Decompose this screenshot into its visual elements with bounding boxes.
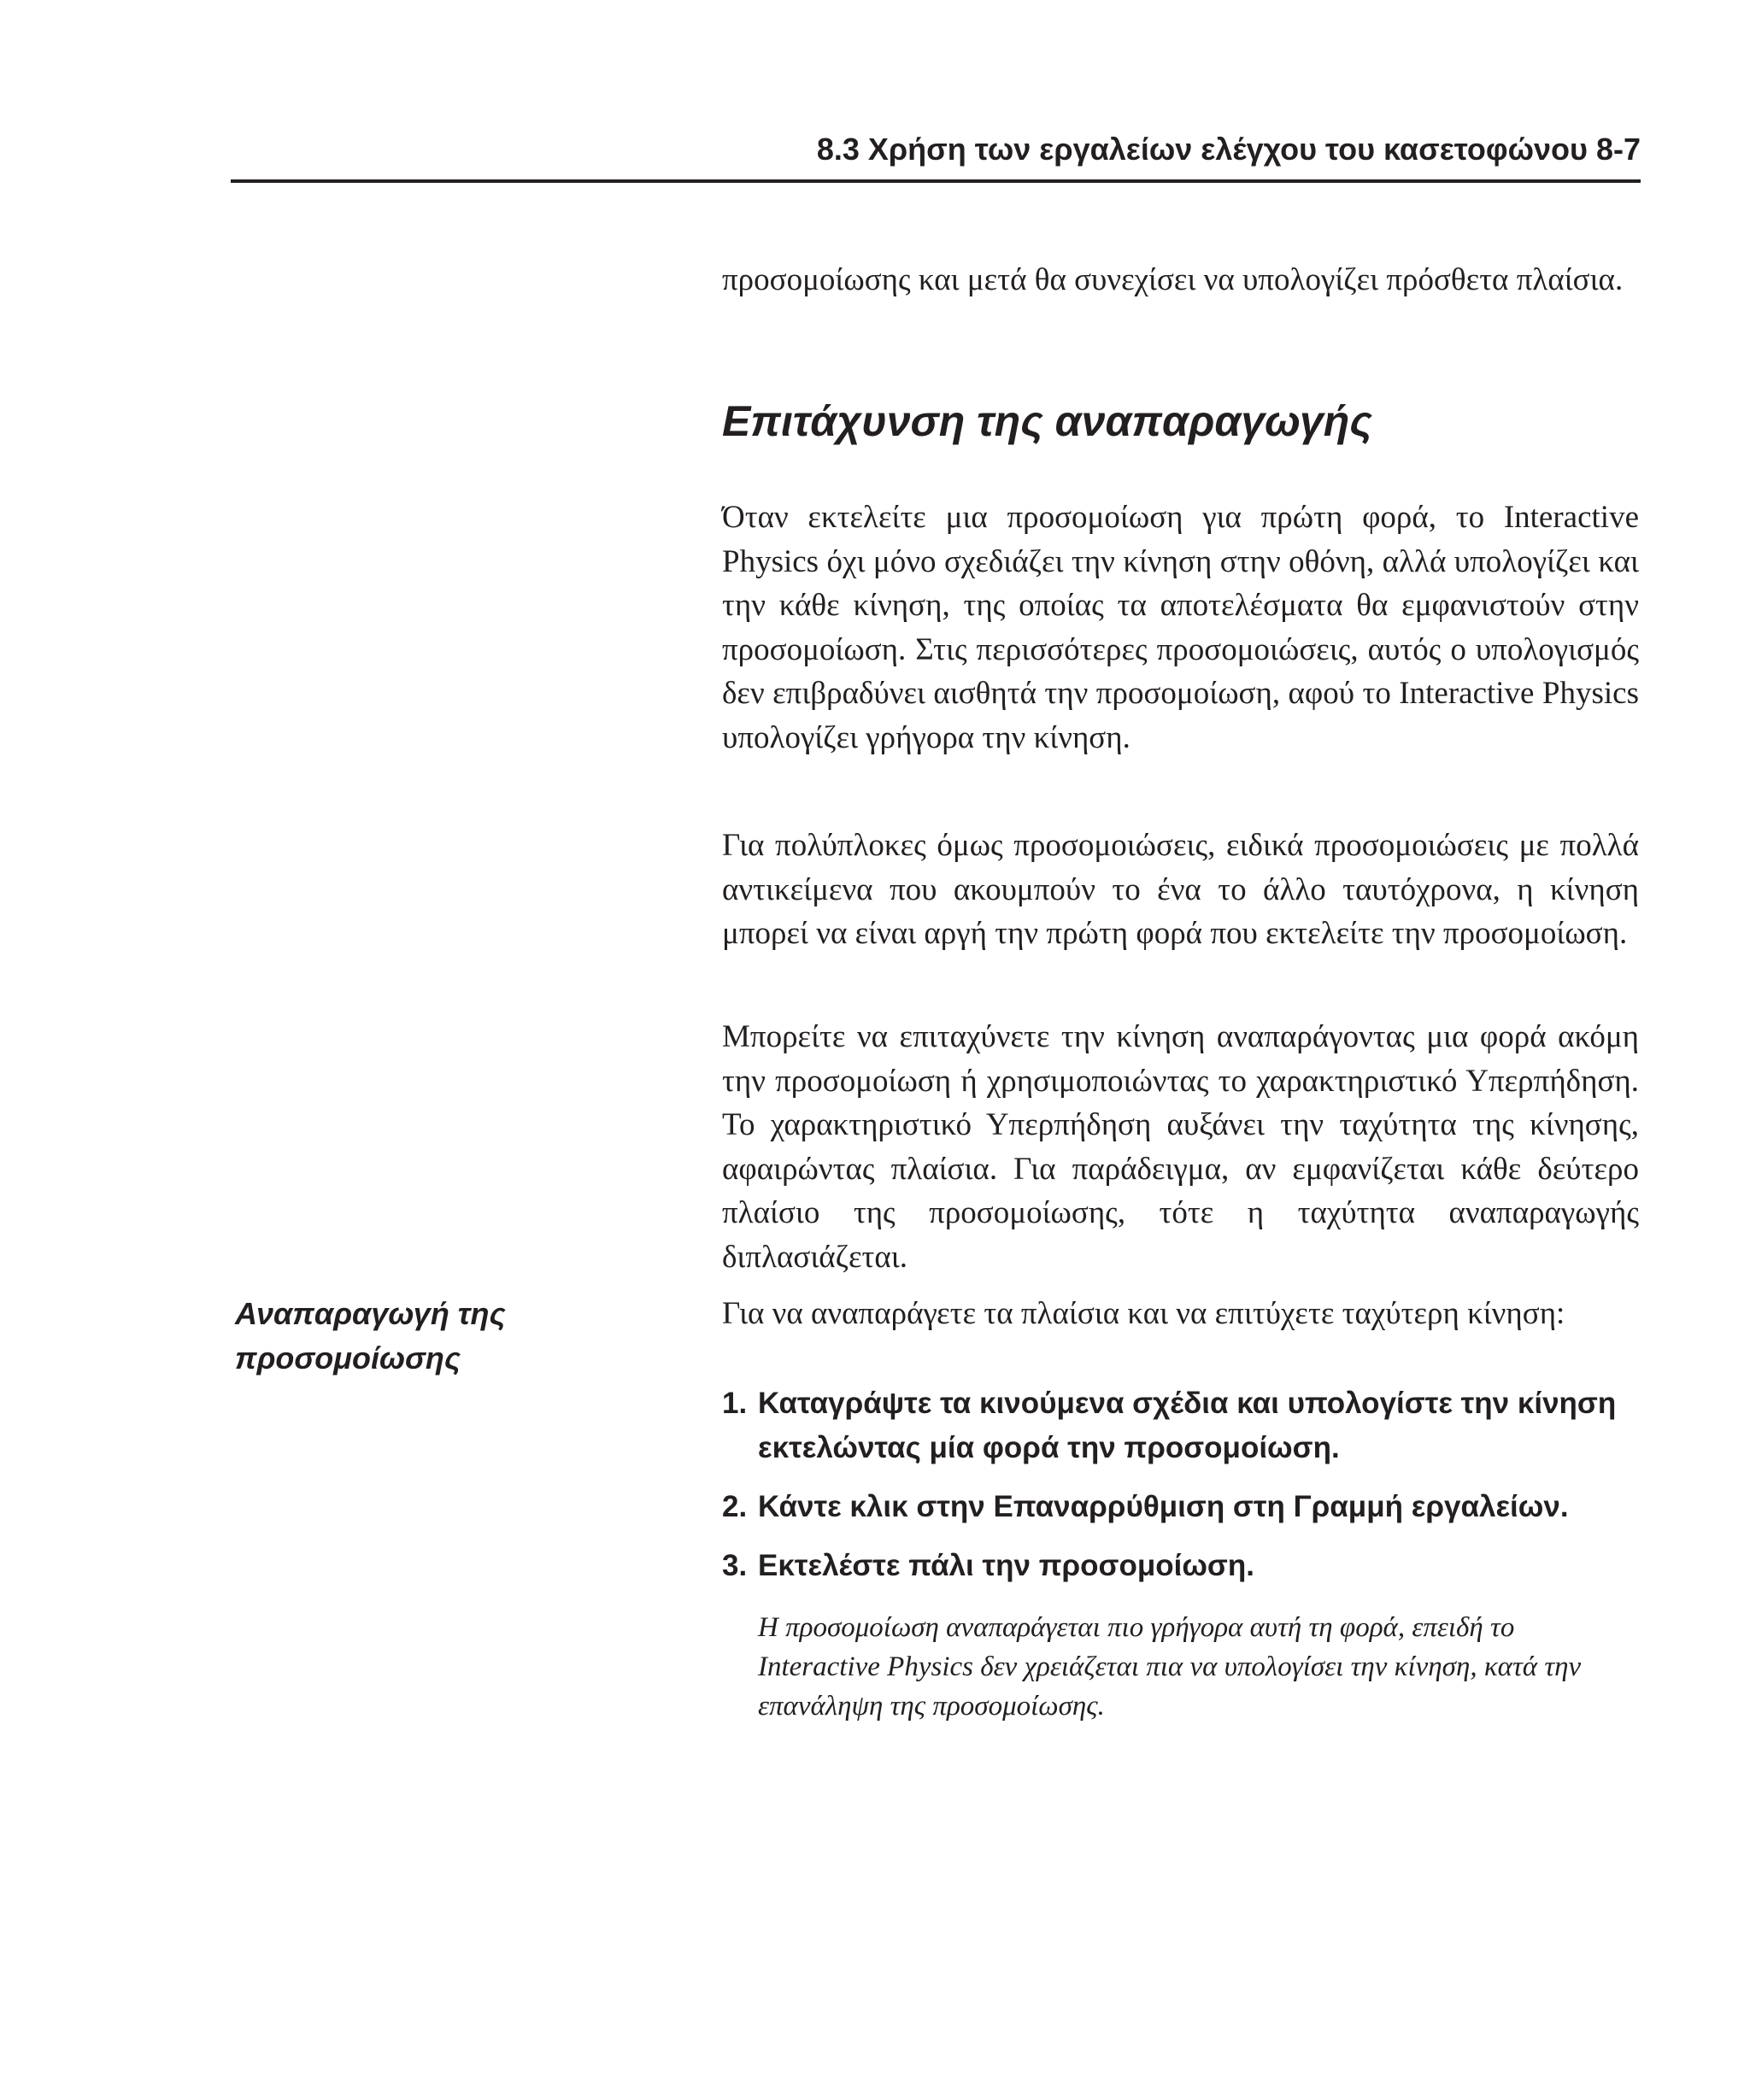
step-item-1 <box>722 1381 1639 1470</box>
step-item-2 <box>722 1485 1639 1529</box>
step-number: 3. <box>722 1549 748 1582</box>
step-item-3 <box>722 1544 1639 1588</box>
header-divider <box>231 179 1641 183</box>
step-number: 2. <box>722 1490 748 1523</box>
intro-paragraph: προσομοίωσης και μετά θα συνεχίσει να υπολογίζει πρόσθετα πλαίσια. <box>722 262 1624 297</box>
section-heading: Επιτάχυνση της αναπαραγωγής <box>722 397 1372 445</box>
body-paragraph-2: Για πολύπλοκες όμως προσομοιώσεις, ειδικά προσομοιώσεις με πολλά αντικείμενα που ακουμπούν το ένα το άλλο ταυτόχρονα, η κίνηση μπορεί να είναι αργή την πρώτη φορά που εκτελείτε την προσομοίωση. <box>722 828 1639 951</box>
steps-list <box>722 1381 1639 1603</box>
step-number: 1. <box>722 1387 748 1420</box>
body-paragraph-4: Για να αναπαράγετε τα πλαίσια και να επιτύχετε ταχύτερη κίνηση: <box>722 1296 1565 1331</box>
step-text: Εκτελέστε πάλι την προσομοίωση. <box>758 1549 1254 1582</box>
step-text: Κάντε κλικ στην Επαναρρύθμιση στη Γραμμή εργαλείων. <box>758 1490 1569 1523</box>
body-paragraph-3: Μπορείτε να επιταχύνετε την κίνηση αναπαράγοντας μια φορά ακόμη την προσομοίωση ή χρησιμοποιώντας το χαρακτηριστικό Υπερπήδηση. Το χαρακτηριστικό Υπερπήδηση αυξάνει την ταχύτητα της κίνησης, αφαιρώντας πλαίσια. Για παράδειγμα, αν εμφανίζεται κάθε δεύτερο πλαίσιο της προσομοίωσης, τότε η ταχύτητα αναπαραγωγής διπλασιάζεται. <box>722 1019 1639 1275</box>
step-text: Καταγράψτε τα κινούμενα σχέδια και υπολογίστε την κίνηση εκτελώντας μία φορά την προσομοίωση. <box>758 1387 1617 1464</box>
body-paragraph-1: Όταν εκτελείτε μια προσομοίωση για πρώτη φορά, το Interactive Physics όχι μόνο σχεδιάζει την κίνηση στην οθόνη, αλλά υπολογίζει και την κάθε κίνηση, της οποίας τα αποτελέσματα θα εμφανιστούν στην προσομοίωση. Στις περισσότερες προσομοιώσεις, αυτός ο υπολογισμός δεν επιβραδύνει αισθητά την προσομοίωση, αφού το Interactive Physics υπολογίζει γρήγορα την κίνηση. <box>722 500 1639 755</box>
step-note: Η προσομοίωση αναπαράγεται πιο γρήγορα αυτή τη φορά, επειδή το Interactive Physics δεν χρειάζεται πια να υπολογίσει την κίνηση, κατά την επανάληψη της προσομοίωσης. <box>758 1612 1582 1722</box>
page-header-title: 8.3 Χρήση των εργαλείων ελέγχου του κασετοφώνου 8-7 <box>816 132 1641 167</box>
margin-note-heading: Αναπαραγωγή της προσομοίωσης <box>235 1296 506 1376</box>
